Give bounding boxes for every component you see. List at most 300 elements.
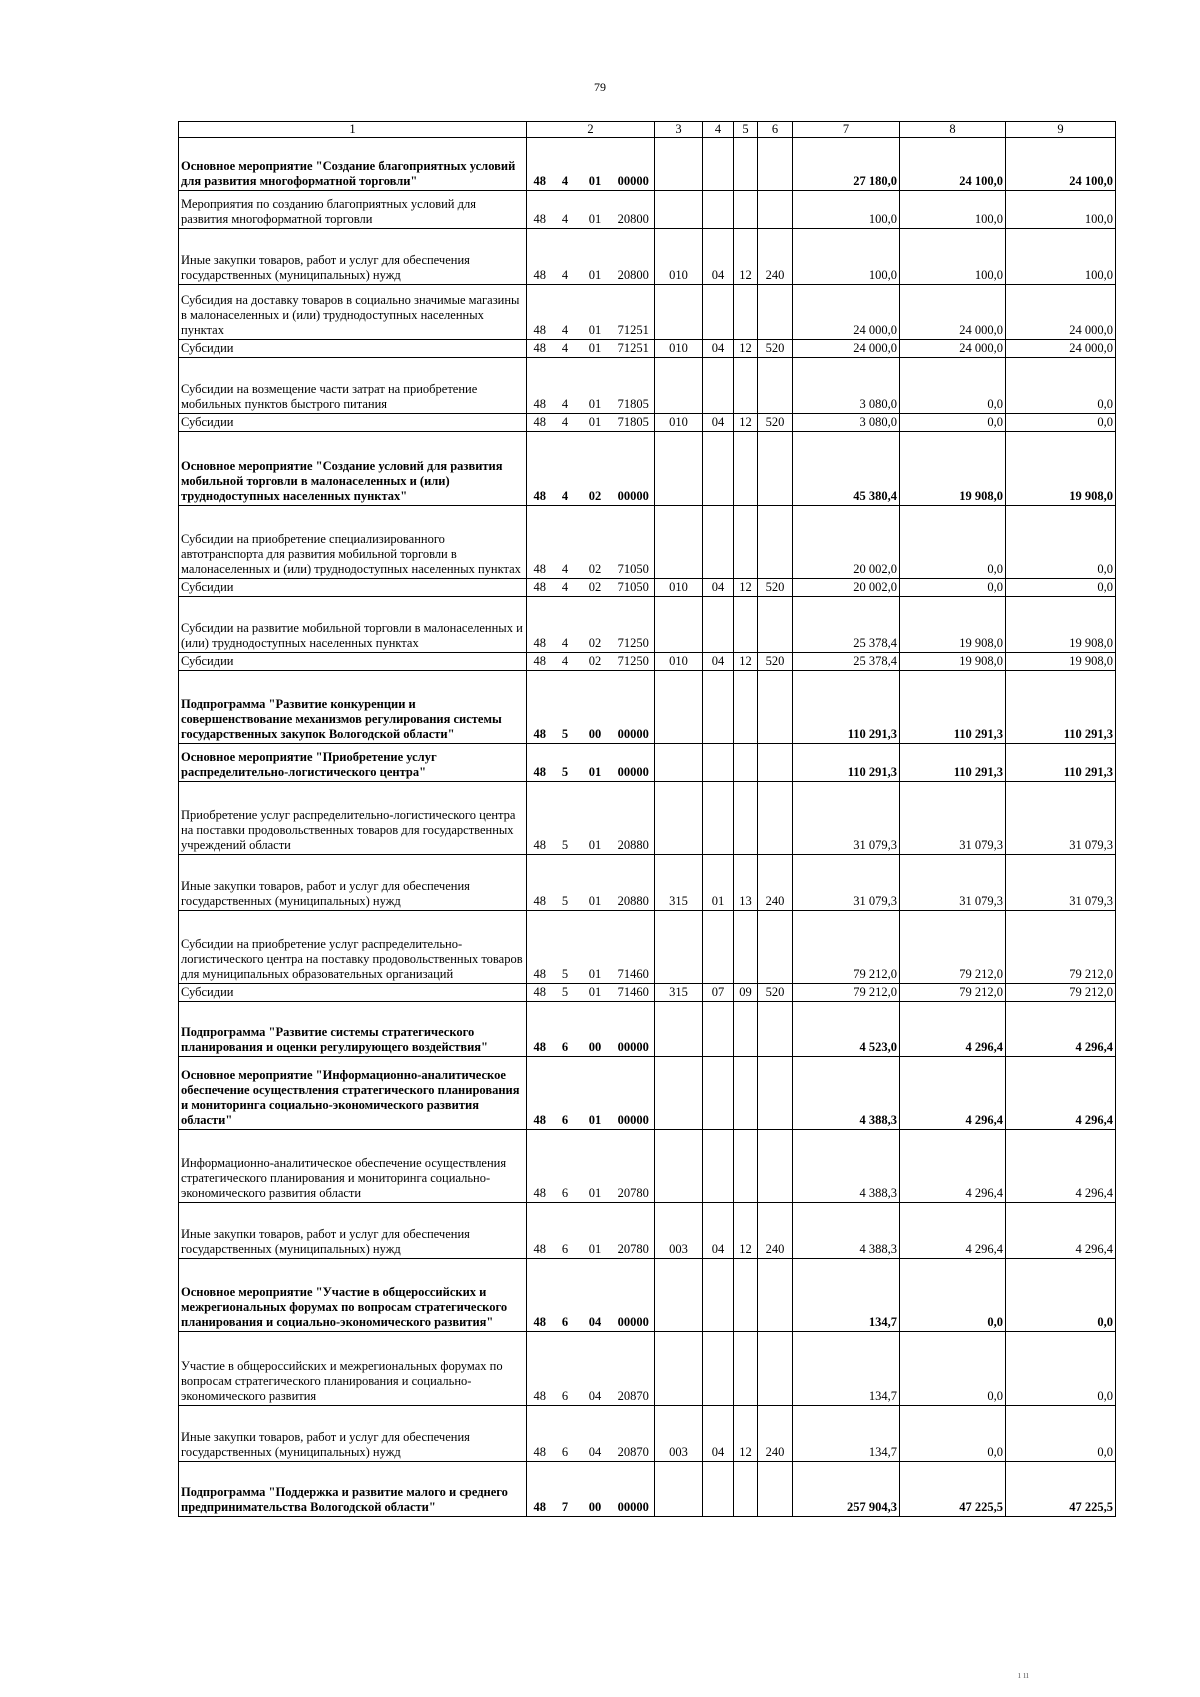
code-cell: 5 bbox=[553, 744, 578, 782]
code-cell: 00000 bbox=[613, 138, 655, 191]
col3-cell: 010 bbox=[655, 414, 703, 432]
code-cell: 4 bbox=[553, 340, 578, 358]
value-cell: 0,0 bbox=[900, 1259, 1006, 1332]
col4-cell bbox=[703, 1130, 734, 1203]
code-cell: 48 bbox=[527, 138, 553, 191]
code-cell: 48 bbox=[527, 984, 553, 1002]
code-cell: 04 bbox=[578, 1332, 613, 1406]
col5-cell bbox=[734, 506, 758, 579]
code-cell: 4 bbox=[553, 358, 578, 414]
col5-cell: 12 bbox=[734, 653, 758, 671]
value-cell: 27 180,0 bbox=[793, 138, 900, 191]
value-cell: 4 296,4 bbox=[900, 1203, 1006, 1259]
code-cell: 01 bbox=[578, 855, 613, 911]
value-cell: 24 000,0 bbox=[900, 340, 1006, 358]
code-cell: 04 bbox=[578, 1259, 613, 1332]
value-cell: 4 296,4 bbox=[900, 1130, 1006, 1203]
code-cell: 20780 bbox=[613, 1203, 655, 1259]
code-cell: 4 bbox=[553, 597, 578, 653]
code-cell: 02 bbox=[578, 579, 613, 597]
col3-cell bbox=[655, 1332, 703, 1406]
table-row bbox=[179, 911, 1116, 984]
value-cell: 4 523,0 bbox=[793, 1002, 900, 1057]
code-cell: 5 bbox=[553, 782, 578, 855]
value-cell: 45 380,4 bbox=[793, 432, 900, 506]
col5-cell bbox=[734, 285, 758, 340]
code-cell: 01 bbox=[578, 1057, 613, 1130]
table-row bbox=[179, 358, 1116, 414]
code-cell: 48 bbox=[527, 229, 553, 285]
value-cell: 79 212,0 bbox=[900, 911, 1006, 984]
value-cell: 4 388,3 bbox=[793, 1057, 900, 1130]
code-cell: 48 bbox=[527, 432, 553, 506]
code-cell: 20780 bbox=[613, 1130, 655, 1203]
code-cell: 6 bbox=[553, 1057, 578, 1130]
col4-cell bbox=[703, 138, 734, 191]
header-cell: 8 bbox=[900, 122, 1006, 138]
value-cell: 0,0 bbox=[1006, 1259, 1116, 1332]
code-cell: 02 bbox=[578, 653, 613, 671]
col5-cell bbox=[734, 597, 758, 653]
value-cell: 110 291,3 bbox=[1006, 671, 1116, 744]
code-cell: 01 bbox=[578, 1130, 613, 1203]
row-name-cell: Мероприятия по созданию благоприятных условий для развития многоформатной торговли bbox=[179, 191, 527, 229]
row-name-cell: Субсидии на развитие мобильной торговли в малонаселенных и (или) труднодоступных населенных пунктах bbox=[179, 597, 527, 653]
value-cell: 31 079,3 bbox=[1006, 855, 1116, 911]
table-row bbox=[179, 1462, 1116, 1517]
col3-cell bbox=[655, 911, 703, 984]
header-cell: 5 bbox=[734, 122, 758, 138]
value-cell: 47 225,5 bbox=[900, 1462, 1006, 1517]
value-cell: 79 212,0 bbox=[900, 984, 1006, 1002]
header-cell: 3 bbox=[655, 122, 703, 138]
value-cell: 110 291,3 bbox=[900, 671, 1006, 744]
code-cell: 4 bbox=[553, 138, 578, 191]
col6-cell bbox=[758, 1332, 793, 1406]
value-cell: 24 000,0 bbox=[793, 340, 900, 358]
col4-cell bbox=[703, 597, 734, 653]
col5-cell: 09 bbox=[734, 984, 758, 1002]
row-name-cell: Субсидии на приобретение специализированного автотранспорта для развития мобильной торговли в малонаселенных и (или) труднодоступных населенных пунктах bbox=[179, 506, 527, 579]
code-cell: 00000 bbox=[613, 1462, 655, 1517]
value-cell: 19 908,0 bbox=[900, 597, 1006, 653]
col5-cell bbox=[734, 1057, 758, 1130]
code-cell: 01 bbox=[578, 191, 613, 229]
row-name-cell: Субсидии на приобретение услуг распределительно-логистического центра на поставку продовольственных товаров для муниципальных образовательных организаций bbox=[179, 911, 527, 984]
code-cell: 5 bbox=[553, 911, 578, 984]
code-cell: 6 bbox=[553, 1259, 578, 1332]
value-cell: 4 296,4 bbox=[1006, 1057, 1116, 1130]
col4-cell bbox=[703, 1332, 734, 1406]
value-cell: 0,0 bbox=[900, 414, 1006, 432]
row-name-cell: Основное мероприятие "Создание условий для развития мобильной торговли в малонаселенных и (или) труднодоступных населенных пунктах" bbox=[179, 432, 527, 506]
code-cell: 4 bbox=[553, 432, 578, 506]
col4-cell: 04 bbox=[703, 579, 734, 597]
value-cell: 0,0 bbox=[900, 1406, 1006, 1462]
table-row bbox=[179, 138, 1116, 191]
row-name-cell: Субсидии bbox=[179, 653, 527, 671]
code-cell: 01 bbox=[578, 358, 613, 414]
col3-cell bbox=[655, 1130, 703, 1203]
col3-cell: 315 bbox=[655, 984, 703, 1002]
col4-cell bbox=[703, 1462, 734, 1517]
value-cell: 110 291,3 bbox=[793, 671, 900, 744]
row-name-cell: Иные закупки товаров, работ и услуг для обеспечения государственных (муниципальных) нужд bbox=[179, 855, 527, 911]
col4-cell: 04 bbox=[703, 229, 734, 285]
code-cell: 6 bbox=[553, 1332, 578, 1406]
code-cell: 5 bbox=[553, 984, 578, 1002]
value-cell: 0,0 bbox=[1006, 1406, 1116, 1462]
value-cell: 24 100,0 bbox=[1006, 138, 1116, 191]
value-cell: 134,7 bbox=[793, 1406, 900, 1462]
table-row bbox=[179, 984, 1116, 1002]
value-cell: 24 000,0 bbox=[1006, 285, 1116, 340]
value-cell: 100,0 bbox=[793, 191, 900, 229]
col6-cell: 240 bbox=[758, 229, 793, 285]
code-cell: 5 bbox=[553, 671, 578, 744]
col4-cell bbox=[703, 911, 734, 984]
code-cell: 01 bbox=[578, 285, 613, 340]
row-name-cell: Субсидии bbox=[179, 579, 527, 597]
code-cell: 71805 bbox=[613, 414, 655, 432]
value-cell: 0,0 bbox=[1006, 414, 1116, 432]
col3-cell: 010 bbox=[655, 579, 703, 597]
header-cell: 2 bbox=[527, 122, 655, 138]
table-row bbox=[179, 597, 1116, 653]
code-cell: 01 bbox=[578, 984, 613, 1002]
col6-cell bbox=[758, 744, 793, 782]
value-cell: 100,0 bbox=[793, 229, 900, 285]
value-cell: 24 000,0 bbox=[1006, 340, 1116, 358]
code-cell: 4 bbox=[553, 285, 578, 340]
code-cell: 6 bbox=[553, 1002, 578, 1057]
row-name-cell: Основное мероприятие "Участие в общероссийских и межрегиональных форумах по вопросам стратегического планирования и социально-экономического развития" bbox=[179, 1259, 527, 1332]
header-cell: 6 bbox=[758, 122, 793, 138]
col3-cell bbox=[655, 782, 703, 855]
value-cell: 31 079,3 bbox=[900, 855, 1006, 911]
code-cell: 48 bbox=[527, 191, 553, 229]
code-cell: 71050 bbox=[613, 506, 655, 579]
code-cell: 71460 bbox=[613, 984, 655, 1002]
value-cell: 79 212,0 bbox=[1006, 984, 1116, 1002]
value-cell: 0,0 bbox=[1006, 506, 1116, 579]
row-name-cell: Субсидия на доставку товаров в социально значимые магазины в малонаселенных и (или) труднодоступных населенных пунктах bbox=[179, 285, 527, 340]
code-cell: 48 bbox=[527, 597, 553, 653]
code-cell: 7 bbox=[553, 1462, 578, 1517]
table-row bbox=[179, 1057, 1116, 1130]
col6-cell: 240 bbox=[758, 855, 793, 911]
value-cell: 100,0 bbox=[900, 191, 1006, 229]
col6-cell bbox=[758, 138, 793, 191]
row-name-cell: Основное мероприятие "Создание благоприятных условий для развития многоформатной торговли" bbox=[179, 138, 527, 191]
row-name-cell: Иные закупки товаров, работ и услуг для обеспечения государственных (муниципальных) нужд bbox=[179, 229, 527, 285]
col5-cell bbox=[734, 432, 758, 506]
row-name-cell: Иные закупки товаров, работ и услуг для обеспечения государственных (муниципальных) нужд bbox=[179, 1203, 527, 1259]
row-name-cell: Субсидии bbox=[179, 984, 527, 1002]
value-cell: 4 388,3 bbox=[793, 1203, 900, 1259]
col5-cell: 12 bbox=[734, 340, 758, 358]
table-header-row bbox=[179, 122, 1116, 138]
code-cell: 48 bbox=[527, 744, 553, 782]
col3-cell bbox=[655, 1259, 703, 1332]
value-cell: 4 296,4 bbox=[1006, 1002, 1116, 1057]
col5-cell: 12 bbox=[734, 1203, 758, 1259]
table-row bbox=[179, 1332, 1116, 1406]
value-cell: 3 080,0 bbox=[793, 358, 900, 414]
col5-cell bbox=[734, 1332, 758, 1406]
value-cell: 47 225,5 bbox=[1006, 1462, 1116, 1517]
col6-cell bbox=[758, 597, 793, 653]
value-cell: 0,0 bbox=[900, 579, 1006, 597]
value-cell: 110 291,3 bbox=[900, 744, 1006, 782]
code-cell: 00 bbox=[578, 1462, 613, 1517]
header-cell: 7 bbox=[793, 122, 900, 138]
value-cell: 3 080,0 bbox=[793, 414, 900, 432]
col6-cell bbox=[758, 358, 793, 414]
row-name-cell: Основное мероприятие "Информационно-аналитическое обеспечение осуществления стратегического планирования и мониторинга социально-экономического развития области" bbox=[179, 1057, 527, 1130]
value-cell: 257 904,3 bbox=[793, 1462, 900, 1517]
col5-cell bbox=[734, 911, 758, 984]
col5-cell bbox=[734, 138, 758, 191]
value-cell: 4 296,4 bbox=[1006, 1203, 1116, 1259]
value-cell: 19 908,0 bbox=[900, 432, 1006, 506]
col4-cell: 04 bbox=[703, 414, 734, 432]
col5-cell bbox=[734, 358, 758, 414]
code-cell: 71250 bbox=[613, 653, 655, 671]
code-cell: 00000 bbox=[613, 671, 655, 744]
code-cell: 48 bbox=[527, 1130, 553, 1203]
col3-cell: 003 bbox=[655, 1406, 703, 1462]
col3-cell: 315 bbox=[655, 855, 703, 911]
col3-cell bbox=[655, 671, 703, 744]
col3-cell bbox=[655, 432, 703, 506]
code-cell: 01 bbox=[578, 744, 613, 782]
value-cell: 0,0 bbox=[900, 506, 1006, 579]
col3-cell bbox=[655, 1002, 703, 1057]
table-row bbox=[179, 1203, 1116, 1259]
row-name-cell: Субсидии bbox=[179, 340, 527, 358]
col4-cell bbox=[703, 744, 734, 782]
code-cell: 48 bbox=[527, 671, 553, 744]
col3-cell: 010 bbox=[655, 340, 703, 358]
col3-cell bbox=[655, 285, 703, 340]
table-row bbox=[179, 1406, 1116, 1462]
col5-cell bbox=[734, 744, 758, 782]
value-cell: 0,0 bbox=[1006, 358, 1116, 414]
code-cell: 20870 bbox=[613, 1406, 655, 1462]
page-number: 79 bbox=[594, 80, 606, 94]
code-cell: 20880 bbox=[613, 855, 655, 911]
code-cell: 04 bbox=[578, 1406, 613, 1462]
code-cell: 71805 bbox=[613, 358, 655, 414]
code-cell: 6 bbox=[553, 1130, 578, 1203]
value-cell: 0,0 bbox=[1006, 1332, 1116, 1406]
col4-cell: 04 bbox=[703, 1203, 734, 1259]
col6-cell bbox=[758, 1130, 793, 1203]
code-cell: 00000 bbox=[613, 744, 655, 782]
code-cell: 00000 bbox=[613, 432, 655, 506]
code-cell: 01 bbox=[578, 414, 613, 432]
code-cell: 20880 bbox=[613, 782, 655, 855]
col6-cell bbox=[758, 1462, 793, 1517]
code-cell: 6 bbox=[553, 1406, 578, 1462]
value-cell: 31 079,3 bbox=[900, 782, 1006, 855]
code-cell: 02 bbox=[578, 506, 613, 579]
code-cell: 71251 bbox=[613, 285, 655, 340]
code-cell: 01 bbox=[578, 229, 613, 285]
col3-cell bbox=[655, 744, 703, 782]
row-name-cell: Субсидии на возмещение части затрат на приобретение мобильных пунктов быстрого питания bbox=[179, 358, 527, 414]
col4-cell bbox=[703, 358, 734, 414]
col4-cell: 04 bbox=[703, 340, 734, 358]
code-cell: 48 bbox=[527, 1203, 553, 1259]
code-cell: 00000 bbox=[613, 1259, 655, 1332]
col4-cell bbox=[703, 191, 734, 229]
code-cell: 71250 bbox=[613, 597, 655, 653]
code-cell: 71251 bbox=[613, 340, 655, 358]
col4-cell: 07 bbox=[703, 984, 734, 1002]
value-cell: 110 291,3 bbox=[1006, 744, 1116, 782]
code-cell: 4 bbox=[553, 229, 578, 285]
col3-cell bbox=[655, 191, 703, 229]
code-cell: 48 bbox=[527, 1259, 553, 1332]
row-name-cell: Субсидии bbox=[179, 414, 527, 432]
col6-cell bbox=[758, 1259, 793, 1332]
code-cell: 20800 bbox=[613, 191, 655, 229]
col3-cell: 003 bbox=[655, 1203, 703, 1259]
value-cell: 100,0 bbox=[1006, 229, 1116, 285]
value-cell: 24 000,0 bbox=[900, 285, 1006, 340]
table-row bbox=[179, 855, 1116, 911]
col6-cell bbox=[758, 671, 793, 744]
col6-cell bbox=[758, 506, 793, 579]
col3-cell bbox=[655, 358, 703, 414]
code-cell: 20800 bbox=[613, 229, 655, 285]
col6-cell bbox=[758, 911, 793, 984]
value-cell: 110 291,3 bbox=[793, 744, 900, 782]
col5-cell bbox=[734, 1462, 758, 1517]
table-row bbox=[179, 191, 1116, 229]
col6-cell: 520 bbox=[758, 340, 793, 358]
code-cell: 48 bbox=[527, 1057, 553, 1130]
code-cell: 00000 bbox=[613, 1002, 655, 1057]
table-row bbox=[179, 782, 1116, 855]
header-cell: 1 bbox=[179, 122, 527, 138]
col6-cell: 520 bbox=[758, 984, 793, 1002]
value-cell: 31 079,3 bbox=[793, 782, 900, 855]
col6-cell: 240 bbox=[758, 1203, 793, 1259]
table-row bbox=[179, 653, 1116, 671]
code-cell: 48 bbox=[527, 506, 553, 579]
col6-cell bbox=[758, 285, 793, 340]
code-cell: 48 bbox=[527, 855, 553, 911]
budget-table bbox=[178, 121, 1116, 1517]
value-cell: 19 908,0 bbox=[1006, 597, 1116, 653]
code-cell: 01 bbox=[578, 782, 613, 855]
col3-cell bbox=[655, 1057, 703, 1130]
code-cell: 48 bbox=[527, 1406, 553, 1462]
value-cell: 25 378,4 bbox=[793, 653, 900, 671]
value-cell: 79 212,0 bbox=[1006, 911, 1116, 984]
row-name-cell: Приобретение услуг распределительно-логистического центра на поставки продовольственных товаров для государственных учреждений области bbox=[179, 782, 527, 855]
col6-cell bbox=[758, 191, 793, 229]
code-cell: 20870 bbox=[613, 1332, 655, 1406]
code-cell: 01 bbox=[578, 911, 613, 984]
code-cell: 71050 bbox=[613, 579, 655, 597]
code-cell: 4 bbox=[553, 579, 578, 597]
col6-cell: 520 bbox=[758, 653, 793, 671]
value-cell: 19 908,0 bbox=[900, 653, 1006, 671]
table-row bbox=[179, 1259, 1116, 1332]
row-name-cell: Подпрограмма "Развитие системы стратегического планирования и оценки регулирующего воздействия" bbox=[179, 1002, 527, 1057]
table-row bbox=[179, 229, 1116, 285]
col5-cell bbox=[734, 1259, 758, 1332]
col4-cell: 01 bbox=[703, 855, 734, 911]
code-cell: 00 bbox=[578, 671, 613, 744]
value-cell: 100,0 bbox=[900, 229, 1006, 285]
col4-cell bbox=[703, 782, 734, 855]
code-cell: 4 bbox=[553, 653, 578, 671]
col4-cell bbox=[703, 1002, 734, 1057]
col6-cell bbox=[758, 782, 793, 855]
value-cell: 20 002,0 bbox=[793, 506, 900, 579]
value-cell: 4 388,3 bbox=[793, 1130, 900, 1203]
table-row bbox=[179, 744, 1116, 782]
col3-cell: 010 bbox=[655, 229, 703, 285]
col4-cell bbox=[703, 285, 734, 340]
code-cell: 48 bbox=[527, 911, 553, 984]
code-cell: 48 bbox=[527, 579, 553, 597]
table-row bbox=[179, 506, 1116, 579]
col5-cell: 12 bbox=[734, 414, 758, 432]
row-name-cell: Основное мероприятие "Приобретение услуг распределительно-логистического центра" bbox=[179, 744, 527, 782]
col3-cell bbox=[655, 506, 703, 579]
col4-cell bbox=[703, 1259, 734, 1332]
row-name-cell: Подпрограмма "Поддержка и развитие малого и среднего предпринимательства Вологодской области" bbox=[179, 1462, 527, 1517]
code-cell: 00000 bbox=[613, 1057, 655, 1130]
code-cell: 48 bbox=[527, 1332, 553, 1406]
code-cell: 48 bbox=[527, 653, 553, 671]
code-cell: 71460 bbox=[613, 911, 655, 984]
col3-cell bbox=[655, 138, 703, 191]
col4-cell bbox=[703, 1057, 734, 1130]
col5-cell bbox=[734, 671, 758, 744]
header-cell: 4 bbox=[703, 122, 734, 138]
code-cell: 5 bbox=[553, 855, 578, 911]
table-row bbox=[179, 340, 1116, 358]
code-cell: 48 bbox=[527, 285, 553, 340]
value-cell: 4 296,4 bbox=[900, 1002, 1006, 1057]
col6-cell bbox=[758, 1002, 793, 1057]
value-cell: 4 296,4 bbox=[900, 1057, 1006, 1130]
col3-cell bbox=[655, 597, 703, 653]
col6-cell bbox=[758, 432, 793, 506]
value-cell: 0,0 bbox=[900, 1332, 1006, 1406]
value-cell: 0,0 bbox=[900, 358, 1006, 414]
code-cell: 48 bbox=[527, 358, 553, 414]
code-cell: 48 bbox=[527, 414, 553, 432]
code-cell: 01 bbox=[578, 340, 613, 358]
col6-cell: 520 bbox=[758, 414, 793, 432]
value-cell: 24 100,0 bbox=[900, 138, 1006, 191]
table-row bbox=[179, 285, 1116, 340]
table-row bbox=[179, 414, 1116, 432]
value-cell: 134,7 bbox=[793, 1259, 900, 1332]
table-row bbox=[179, 579, 1116, 597]
col5-cell: 12 bbox=[734, 1406, 758, 1462]
value-cell: 4 296,4 bbox=[1006, 1130, 1116, 1203]
code-cell: 02 bbox=[578, 597, 613, 653]
